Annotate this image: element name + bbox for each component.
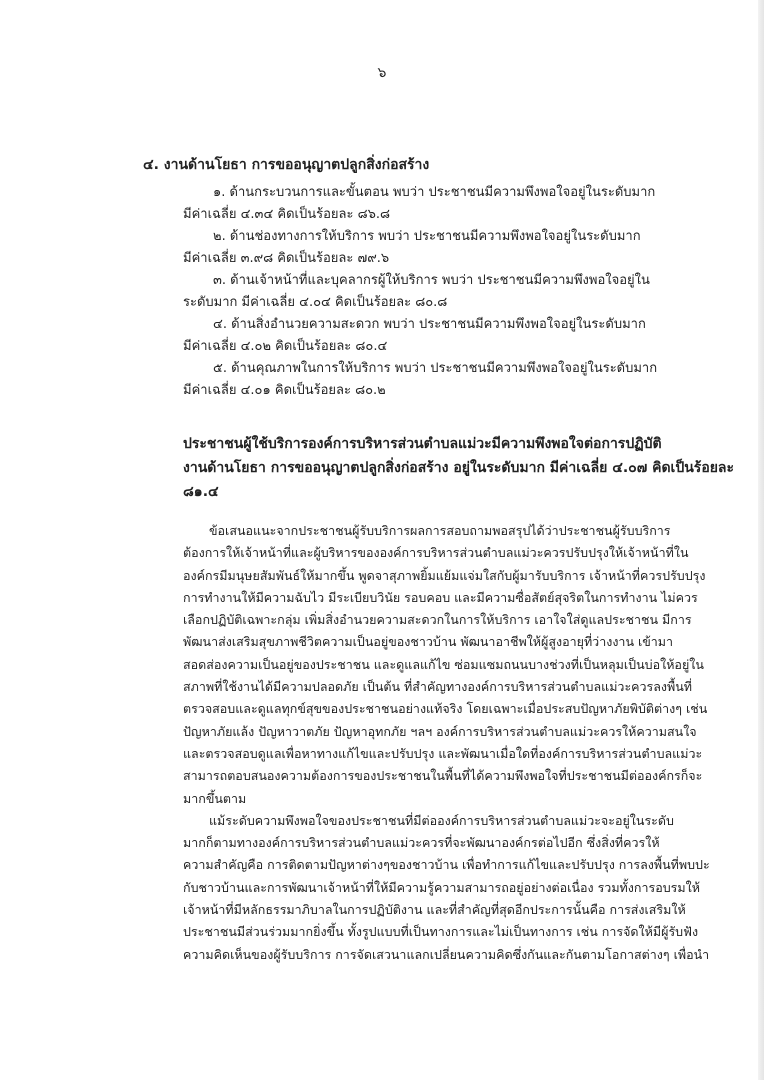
paragraph-line: แม้ระดับความพึงพอใจของประชาชนที่มีต่อองค์การบริหารส่วนตำบลแม่วะจะอยู่ในระดับ [209, 812, 674, 828]
page-number: ๖ [377, 65, 387, 81]
paragraph-line: ประชาชนมีส่วนร่วมมากยิ่งขึ้น ทั้งรูปแบบที่เป็นทางการและไม่เป็นทางการ เช่น การจัดให้มีผู้รับฟัง [183, 924, 699, 940]
section-heading: ๔. งานด้านโยธา การขออนุญาตปลูกสิ่งก่อสร้าง [143, 157, 430, 173]
paragraph-line: เลือกปฏิบัติเฉพาะกลุ่ม เพิ่มสิ่งอำนวยความสะดวกในการให้บริการ เอาใจใส่ดูแลประชาชน มีการ [183, 612, 692, 628]
paragraph-line: ข้อเสนอแนะจากประชาชนผู้รับบริการผลการสอบถามพอสรุปได้ว่าประชาชนผู้รับบริการ [209, 523, 671, 538]
list-item-text: ๕. ด้านคุณภาพในการให้บริการ พบว่า ประชาชนมีความพึงพอใจอยู่ในระดับมาก [213, 361, 658, 376]
list-item-score: มีค่าเฉลี่ย ๔.๐๒ คิดเป็นร้อยละ ๘๐.๔ [183, 339, 388, 354]
list-item-text: ๓. ด้านเจ้าหน้าที่และบุคลากรผู้ให้บริการ พบว่า ประชาชนมีความพึงพอใจอยู่ใน [213, 273, 650, 288]
paragraph-recommendations [183, 520, 708, 810]
list-item-score: มีค่าเฉลี่ย ๔.๐๑ คิดเป็นร้อยละ ๘๐.๒ [183, 383, 386, 398]
list-item [183, 270, 663, 314]
assessment-list [183, 182, 663, 402]
recommendations-body [183, 520, 710, 966]
summary-line: ประชาชนผู้ใช้บริการองค์การบริหารส่วนตำบลแม่วะมีความพึงพอใจต่อการปฏิบัติ [183, 436, 662, 452]
paragraph-development [183, 810, 710, 966]
list-item [183, 226, 663, 270]
paragraph-line: สภาพที่ใช้งานได้มีความปลอดภัย เป็นต้น ที่สำคัญทางองค์การบริหารส่วนตำบลแม่วะควรลงพื้นที่ [183, 679, 693, 695]
paragraph-line: ต้องการให้เจ้าหน้าที่และผู้บริหารขององค์การบริหารส่วนตำบลแม่วะควรปรับปรุงให้เจ้าหน้าที่ใน [183, 545, 689, 561]
paragraph-line: ความคิดเห็นของผู้รับบริการ การจัดเสวนาแลกเปลี่ยนความคิดซึ่งกันและกันตามโอกาสต่างๆ เพื่อนำ [183, 946, 710, 962]
list-item-score: มีค่าเฉลี่ย ๓.๙๘ คิดเป็นร้อยละ ๗๙.๖ [183, 251, 390, 266]
paragraph-line: และตรวจสอบดูแลเพื่อหาทางแก้ไขและปรับปรุง และพัฒนาเมื่อใดที่องค์การบริหารส่วนตำบลแม่วะ [183, 745, 703, 761]
summary-statement [183, 432, 735, 504]
paragraph-line: กับชาวบ้านและการพัฒนาเจ้าหน้าที่ให้มีความรู้ความสามารถอยู่อย่างต่อเนื่อง รวมทั้งการอบรมให้ [183, 879, 700, 895]
paragraph-line: องค์กรมีมนุษยสัมพันธ์ให้มากขึ้น พูดจาสุภาพยิ้มแย้มแจ่มใสกับผู้มารับบริการ เจ้าหน้าที่ควรปรับปรุง [183, 567, 706, 583]
list-item [183, 358, 663, 402]
list-item-text: ๑. ด้านกระบวนการและขั้นตอน พบว่า ประชาชนมีความพึงพอใจอยู่ในระดับมาก [213, 185, 656, 200]
list-item [183, 182, 663, 226]
summary-line: งานด้านโยธา การขออนุญาตปลูกสิ่งก่อสร้าง อยู่ในระดับมาก มีค่าเฉลี่ย ๔.๐๗ คิดเป็นร้อยละ [183, 460, 735, 476]
paragraph-line: มากขึ้นตาม [183, 790, 247, 806]
list-item-score: ระดับมาก มีค่าเฉลี่ย ๔.๐๔ คิดเป็นร้อยละ ๘๐.๘ [183, 295, 448, 310]
paragraph-line: ตรวจสอบและดูแลทุกข์สุขของประชาชนอย่างแท้จริง โดยเฉพาะเมื่อประสบปัญหาภัยพิบัติต่างๆ เช่น [183, 701, 708, 717]
list-item [183, 314, 663, 358]
list-item-text: ๒. ด้านช่องทางการให้บริการ พบว่า ประชาชนมีความพึงพอใจอยู่ในระดับมาก [213, 229, 641, 244]
paragraph-line: เจ้าหน้าที่มีหลักธรรมาภิบาลในการปฏิบัติงาน และที่สำคัญที่สุดอีกประการนั้นคือ การส่งเสริมให้ [183, 902, 686, 918]
paragraph-line: สามารถตอบสนองความต้องการของประชาชนในพื้นที่ได้ความพึงพอใจที่ประชาชนมีต่อองค์กรก็จะ [183, 768, 703, 784]
page-edge-shadow [758, 0, 764, 1080]
paragraph-line: ปัญหาภัยแล้ง ปัญหาวาตภัย ปัญหาอุทกภัย ฯลฯ องค์การบริหารส่วนตำบลแม่วะควรให้ความสนใจ [183, 723, 697, 739]
paragraph-line: สอดส่องความเป็นอยู่ของประชาชน และดูแลแก้ไข ซ่อมแซมถนนบางช่วงที่เป็นหลุมเป็นบ่อให้อยู่ใน [183, 656, 704, 672]
summary-line: ๘๑.๔ [183, 484, 219, 500]
list-item-score: มีค่าเฉลี่ย ๔.๓๔ คิดเป็นร้อยละ ๘๖.๘ [183, 207, 391, 222]
paragraph-line: มากก็ตามทางองค์การบริหารส่วนตำบลแม่วะควรที่จะพัฒนาองค์กรต่อไปอีก ซึ่งสิ่งที่ควรให้ [183, 835, 660, 851]
paragraph-line: การทำงานให้มีความฉับไว มีระเบียบวินัย รอบคอบ และมีความซื่อสัตย์สุจริตในการทำงาน ไม่ควร [183, 589, 698, 605]
paragraph-line: พัฒนาส่งเสริมสุขภาพชีวิตความเป็นอยู่ของชาวบ้าน พัฒนาอาชีพให้ผู้สูงอายุที่ว่างงาน เข้ามา [183, 634, 674, 650]
paragraph-line: ความสำคัญคือ การติดตามปัญหาต่างๆของชาวบ้าน เพื่อทำการแก้ไขและปรับปรุง การลงพื้นที่พบปะ [183, 857, 710, 873]
list-item-text: ๔. ด้านสิ่งอำนวยความสะดวก พบว่า ประชาชนมีความพึงพอใจอยู่ในระดับมาก [213, 317, 646, 332]
